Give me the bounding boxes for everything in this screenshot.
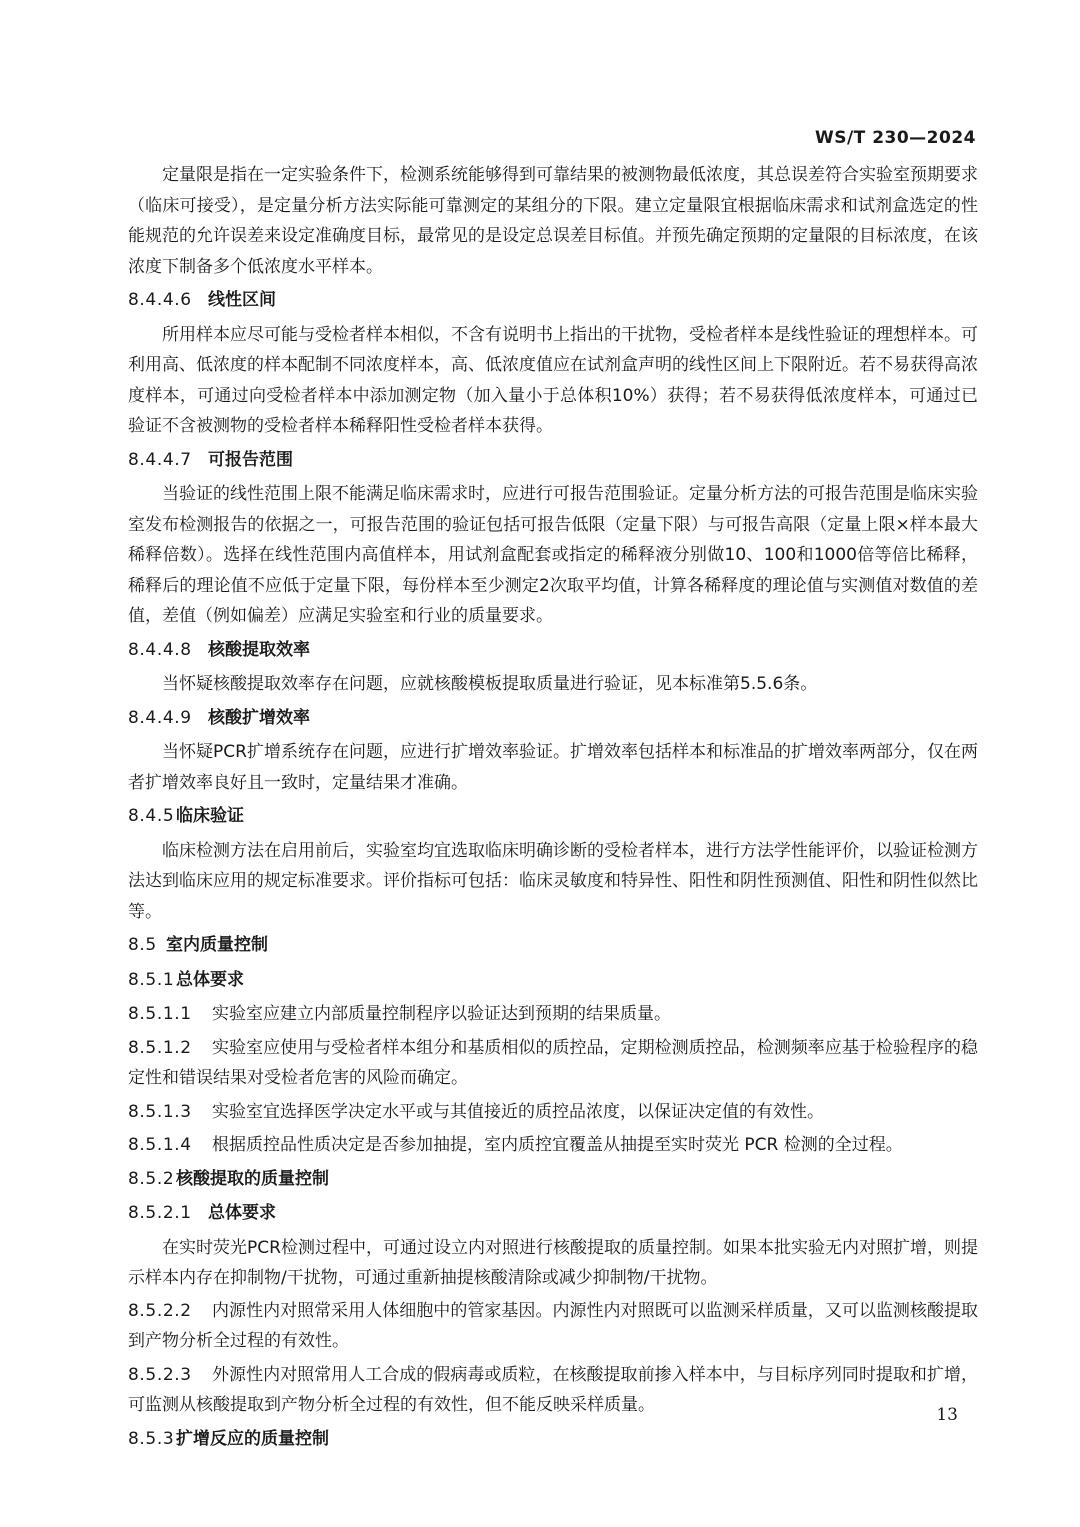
section-number: 8.5	[128, 935, 157, 955]
section-title: 临床验证	[176, 806, 244, 826]
section-title: 核酸提取的质量控制	[176, 1168, 329, 1189]
clause-8-5-1-4	[128, 1130, 978, 1161]
section-title: 总体要求	[208, 1203, 276, 1223]
clause-number: 8.5.1.3	[128, 1101, 192, 1122]
section-heading-8-4-4-9	[128, 703, 978, 734]
section-number: 8.5.2.1	[128, 1203, 192, 1223]
clause-8-5-1-2	[128, 1033, 978, 1094]
section-title: 扩增反应的质量控制	[176, 1428, 329, 1449]
section-heading-8-4-4-7	[128, 445, 978, 476]
clause-text: 外源性内对照常用人工合成的假病毒或质粒，在核酸提取前掺入样本中，与目标序列同时提取和扩增，可监测从核酸提取到产物分析全过程的有效性，但不能反映采样质量。	[128, 1364, 978, 1415]
section-heading-8-5-2-1	[128, 1198, 978, 1229]
paragraph-clinical-validation: 临床检测方法在启用前后，实验室均宜选取临床明确诊断的受检者样本，进行方法学性能评价，以验证检测方法达到临床应用的规定标准要求。评价指标可包括：临床灵敏度和特异性、阳性和阴性预测值、阳性和阴性似然比等。	[128, 840, 978, 922]
paragraph-extraction-efficiency: 当怀疑核酸提取效率存在问题，应就核酸模板提取质量进行验证，见本标准第5.5.6条。	[162, 674, 818, 694]
clause-8-5-1-3	[128, 1097, 978, 1128]
section-number: 8.5.3	[128, 1428, 175, 1449]
section-number: 8.4.5	[128, 806, 175, 826]
section-heading-8-5	[128, 930, 978, 961]
clause-text: 实验室宜选择医学决定水平或与其值接近的质控品浓度，以保证决定值的有效性。	[212, 1101, 824, 1122]
section-heading-8-4-4-8	[128, 635, 978, 666]
clause-number: 8.5.2.2	[128, 1300, 192, 1321]
paragraph-extraction-qc: 在实时荧光PCR检测过程中，可通过设立内对照进行核酸提取的质量控制。如果本批实验无内对照扩增，则提示样本内存在抑制物/干扰物，可通过重新抽提核酸清除或减少抑制物/干扰物。	[128, 1237, 978, 1288]
clause-number: 8.5.1.1	[128, 1004, 192, 1024]
section-number: 8.4.4.8	[128, 639, 192, 660]
clause-text: 根据质控品性质决定是否参加抽提，室内质控宜覆盖从抽提至实时荧光 PCR 检测的全过程。	[212, 1135, 903, 1155]
section-heading-8-4-4-6	[128, 285, 978, 316]
document-body	[128, 160, 978, 1458]
section-number: 8.5.2	[128, 1168, 175, 1189]
section-heading-8-5-2	[128, 1164, 978, 1195]
clause-text: 内源性内对照常采用人体细胞中的管家基因。内源性内对照既可以监测采样质量，又可以监测核酸提取到产物分析全过程的有效性。	[128, 1300, 978, 1351]
section-title: 核酸提取效率	[208, 639, 310, 660]
section-number: 8.4.4.6	[128, 290, 192, 310]
page-number: 13	[936, 1405, 958, 1425]
paragraph-reportable-range: 当验证的线性范围上限不能满足临床需求时，应进行可报告范围验证。定量分析方法的可报告范围是临床实验室发布检测报告的依据之一，可报告范围的验证包括可报告低限（定量下限）与可报告高限（定量上限×样本最大稀释倍数）。选择在线性范围内高值样本，用试剂盒配套或指定的稀释液分别做10、100和1000倍等倍比稀释，稀释后的理论值不应低于定量下限，每份样本至少测定2次取平均值，计算各稀释度的理论值与实测值对数值的差值，差值（例如偏差）应满足实验室和行业的质量要求。	[128, 484, 978, 626]
section-title: 线性区间	[208, 290, 276, 310]
section-number: 8.4.4.9	[128, 707, 192, 728]
paragraph-amplification-efficiency: 当怀疑PCR扩增系统存在问题，应进行扩增效率验证。扩增效率包括样本和标准品的扩增效率两部分，仅在两者扩增效率良好且一致时，定量结果才准确。	[128, 742, 978, 793]
paragraph-quantitation-limit: 定量限是指在一定实验条件下，检测系统能够得到可靠结果的被测物最低浓度，其总误差符合实验室预期要求（临床可接受），是定量分析方法实际能可靠测定的某组分的下限。建立定量限宜根据临床需求和试剂盒选定的性能规范的允许误差来设定准确度目标，最常见的是设定总误差目标值。并预先确定预期的定量限的目标浓度，在该浓度下制备多个低浓度水平样本。	[128, 165, 978, 277]
clause-text: 实验室应使用与受检者样本组分和基质相似的质控品，定期检测质控品，检测频率应基于检验程序的稳定性和错误结果对受检者危害的风险而确定。	[128, 1037, 978, 1088]
document-code-header: WS/T 230—2024	[814, 128, 976, 148]
paragraph-linearity: 所用样本应尽可能与受检者样本相似，不含有说明书上指出的干扰物，受检者样本是线性验证的理想样本。可利用高、低浓度的样本配制不同浓度样本，高、低浓度值应在试剂盒声明的线性区间上下限附近。若不易获得高浓度样本，可通过向受检者样本中添加测定物（加入量小于总体积10%）获得；若不易获得低浓度样本，可通过已验证不含被测物的受检者样本稀释阳性受检者样本获得。	[128, 324, 978, 436]
clause-text: 实验室应建立内部质量控制程序以验证达到预期的结果质量。	[212, 1004, 671, 1024]
clause-8-5-1-1	[128, 999, 978, 1030]
clause-number: 8.5.1.4	[128, 1135, 192, 1155]
section-heading-8-4-5	[128, 801, 978, 832]
section-heading-8-5-1	[128, 965, 978, 996]
clause-number: 8.5.2.3	[128, 1364, 192, 1385]
section-number: 8.4.4.7	[128, 449, 192, 470]
section-title: 总体要求	[176, 969, 244, 990]
section-title: 室内质量控制	[166, 935, 268, 955]
section-title: 可报告范围	[208, 449, 293, 470]
section-title: 核酸扩增效率	[208, 707, 310, 728]
clause-8-5-2-3	[128, 1360, 978, 1421]
clause-number: 8.5.1.2	[128, 1037, 192, 1058]
section-number: 8.5.1	[128, 969, 175, 990]
clause-8-5-2-2	[128, 1296, 978, 1357]
section-heading-8-5-3	[128, 1424, 978, 1455]
